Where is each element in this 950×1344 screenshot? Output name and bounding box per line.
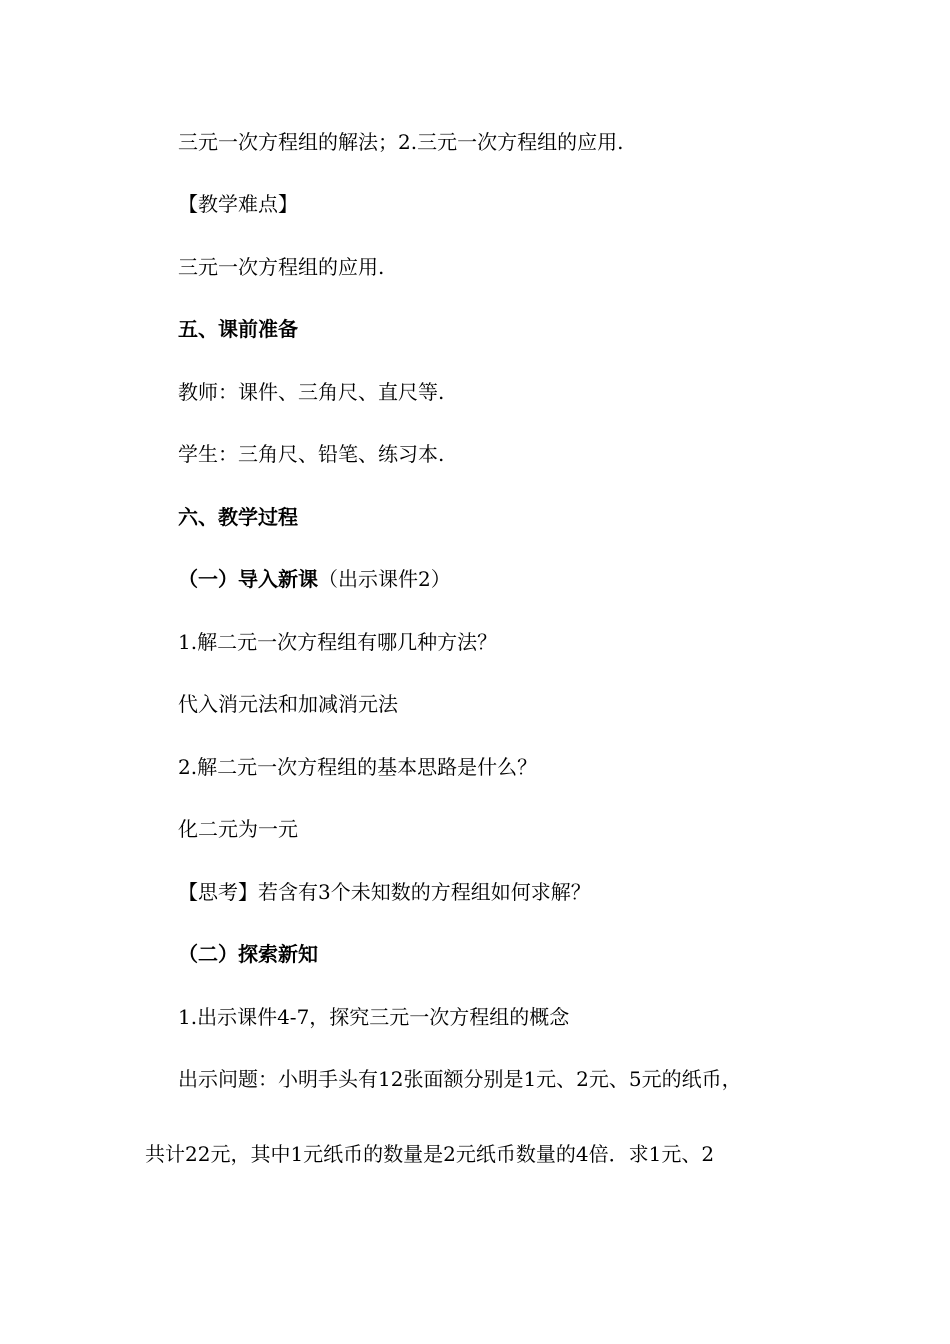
key-points-text: 三元一次方程组的解法；2.三元一次方程组的应用. bbox=[178, 130, 624, 154]
question-two-text: 2.解二元一次方程组的基本思路是什么？ bbox=[178, 755, 538, 779]
question-one-text: 1.解二元一次方程组有哪几种方法？ bbox=[178, 630, 498, 654]
section-five-heading: 五、课前准备 bbox=[178, 317, 298, 341]
answer-two-text: 化二元为一元 bbox=[178, 817, 298, 841]
think-text: 【思考】若含有3个未知数的方程组如何求解？ bbox=[178, 880, 591, 904]
difficulty-text: 三元一次方程组的应用. bbox=[178, 255, 385, 279]
subsection-one-heading bbox=[178, 565, 451, 593]
problem-text-line-one: 出示问题：小明手头有12张面额分别是1元、2元、5元的纸币， bbox=[178, 1067, 742, 1091]
explore-item-one: 1.出示课件4-7，探究三元一次方程组的概念 bbox=[178, 1005, 570, 1029]
student-prep-text: 学生：三角尺、铅笔、练习本. bbox=[178, 442, 445, 466]
subsection-two-heading: （二）探索新知 bbox=[178, 942, 318, 966]
teacher-prep-text: 教师：课件、三角尺、直尺等. bbox=[178, 380, 445, 404]
subsection-one-title: （一）导入新课 bbox=[178, 567, 318, 591]
answer-one-text: 代入消元法和加减消元法 bbox=[178, 692, 398, 716]
difficulty-heading: 【教学难点】 bbox=[178, 192, 298, 216]
section-six-heading: 六、教学过程 bbox=[178, 505, 298, 529]
problem-text-line-two: 共计22元，其中1元纸币的数量是2元纸币数量的4倍．求1元、2 bbox=[145, 1142, 715, 1166]
subsection-one-note: （出示课件2） bbox=[318, 567, 451, 591]
